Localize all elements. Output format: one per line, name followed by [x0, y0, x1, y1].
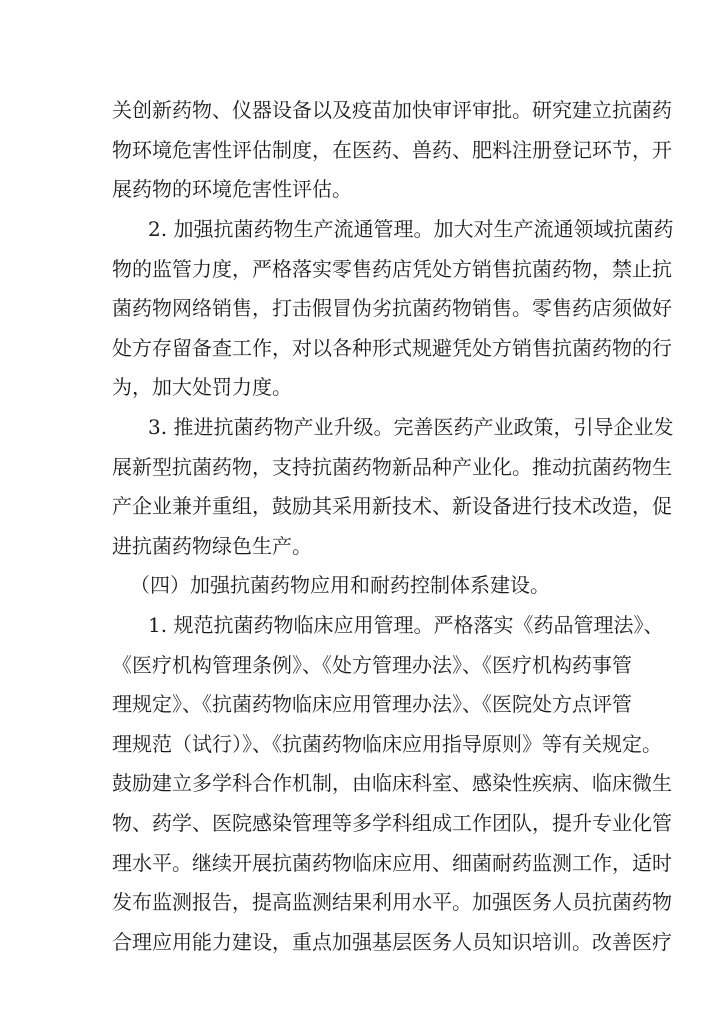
text-line-7: 处方存留备查工作，对以各种形式规避凭处方销售抗菌药物的行 — [112, 336, 672, 360]
section-heading-4: （四）加强抗菌药物应用和耐药控制体系建设。 — [130, 573, 550, 597]
text-line-17: 理规范（试行）》、《抗菌药物临床应用指导原则》等有关规定。 — [112, 732, 662, 756]
text-line-19: 物、药学、医院感染管理等多学科组成工作团队，提升专业化管 — [112, 811, 672, 835]
text-line-2: 物环境危害性评估制度，在医药、兽药、肥料注册登记环节，开 — [112, 138, 672, 162]
text-line-21: 发布监测报告，提高监测结果利用水平。加强医务人员抗菌药物 — [112, 890, 672, 914]
text-line-10: 展新型抗菌药物，支持抗菌药物新品种产业化。推动抗菌药物生 — [112, 455, 672, 479]
text-line-20: 理水平。继续开展抗菌药物临床应用、细菌耐药监测工作，适时 — [112, 851, 672, 875]
text-line-22: 合理应用能力建设，重点加强基层医务人员知识培训。改善医疗 — [112, 930, 672, 954]
text-line-8: 为，加大处罚力度。 — [112, 375, 292, 399]
text-line-5: 物的监管力度，严格落实零售药店凭处方销售抗菌药物，禁止抗 — [112, 257, 672, 281]
text-line-3: 展药物的环境危害性评估。 — [112, 177, 352, 201]
paragraph-1-heading: 1. 规范抗菌药物临床应用管理。严格落实《药品管理法》、 — [148, 613, 664, 637]
text-line-12: 进抗菌药物绿色生产。 — [112, 534, 312, 558]
text-line-1: 关创新药物、仪器设备以及疫苗加快审评审批。研究建立抗菌药 — [112, 98, 672, 122]
paragraph-2-heading: 2. 加强抗菌药物生产流通管理。加大对生产流通领域抗菌药 — [148, 217, 674, 241]
text-line-18: 鼓励建立多学科合作机制，由临床科室、感染性疾病、临床微生 — [112, 771, 672, 795]
text-line-11: 产企业兼并重组，鼓励其采用新技术、新设备进行技术改造，促 — [112, 494, 672, 518]
text-line-16: 理规定》、《抗菌药物临床应用管理办法》、《医院处方点评管 — [112, 692, 632, 716]
text-line-15: 《医疗机构管理条例》、《处方管理办法》、《医疗机构药事管 — [112, 653, 632, 677]
text-line-6: 菌药物网络销售，打击假冒伪劣抗菌药物销售。零售药店须做好 — [112, 296, 672, 320]
paragraph-3-heading: 3. 推进抗菌药物产业升级。完善医药产业政策，引导企业发 — [148, 415, 674, 439]
